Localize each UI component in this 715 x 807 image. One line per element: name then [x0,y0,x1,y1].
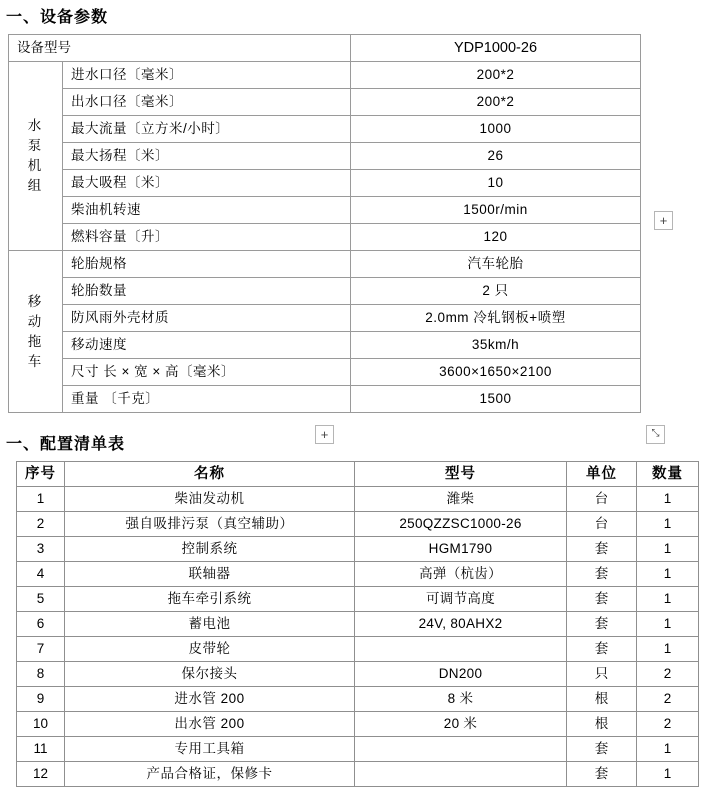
cell-qty: 2 [637,662,699,687]
cell-name: 柴油发动机 [65,487,355,512]
parameter-value: 1500r/min [351,197,641,224]
parameter-value: 10 [351,170,641,197]
table-row [17,762,699,787]
table-row [17,487,699,512]
cell-no: 3 [17,537,65,562]
cell-unit: 根 [567,687,637,712]
device-model-value: YDP1000-26 [351,35,641,62]
parameter-group-label: 移动拖车 [9,251,63,413]
parameter-value: 120 [351,224,641,251]
table-row [9,224,641,251]
table-row [9,143,641,170]
cell-qty: 1 [637,537,699,562]
table-row [9,89,641,116]
column-header-1: 序号 [17,462,65,487]
cell-name: 产品合格证，保修卡 [65,762,355,787]
cell-qty: 1 [637,587,699,612]
table-row [9,359,641,386]
parameter-label: 重量 〔千克〕 [63,386,351,413]
device-parameters-table [8,34,641,413]
cell-unit: 套 [567,637,637,662]
cell-no: 10 [17,712,65,737]
cell-qty: 1 [637,737,699,762]
parameter-label: 最大吸程〔米〕 [63,170,351,197]
cell-no: 5 [17,587,65,612]
table-row [9,62,641,89]
table-row [9,116,641,143]
cell-unit: 套 [567,737,637,762]
cell-model: 可调节高度 [355,587,567,612]
table-row [9,305,641,332]
cell-name: 蓄电池 [65,612,355,637]
parameter-value: 200*2 [351,62,641,89]
resize-icon: ⤡ [651,428,660,439]
table-row [9,251,641,278]
parameter-value: 汽车轮胎 [351,251,641,278]
parameter-label: 进水口径〔毫米〕 [63,62,351,89]
cell-qty: 1 [637,562,699,587]
cell-unit: 台 [567,487,637,512]
cell-unit: 套 [567,562,637,587]
parameter-value: 26 [351,143,641,170]
cell-no: 11 [17,737,65,762]
cell-model [355,637,567,662]
parameter-label: 轮胎规格 [63,251,351,278]
configuration-list-table [16,461,699,787]
cell-unit: 套 [567,762,637,787]
cell-qty: 2 [637,687,699,712]
cell-no: 12 [17,762,65,787]
cell-unit: 套 [567,587,637,612]
cell-no: 6 [17,612,65,637]
table-row [17,712,699,737]
cell-unit: 套 [567,612,637,637]
cell-no: 8 [17,662,65,687]
cell-no: 1 [17,487,65,512]
cell-model: HGM1790 [355,537,567,562]
parameter-value: 2 只 [351,278,641,305]
cell-model: DN200 [355,662,567,687]
parameter-label: 尺寸 长 × 宽 × 高〔毫米〕 [63,359,351,386]
cell-name: 保尔接头 [65,662,355,687]
table-row [17,687,699,712]
parameter-label: 最大扬程〔米〕 [63,143,351,170]
cell-no: 7 [17,637,65,662]
parameter-label: 出水口径〔毫米〕 [63,89,351,116]
parameter-label: 防风雨外壳材质 [63,305,351,332]
page-title-configuration-list: 一、配置清单表 [6,436,126,453]
table-row [17,737,699,762]
cell-model: 潍柴 [355,487,567,512]
add-column-button[interactable]: + [654,211,673,230]
table-row [9,35,641,62]
column-header-5: 数量 [637,462,699,487]
cell-name: 控制系统 [65,537,355,562]
parameter-value: 35km/h [351,332,641,359]
column-header-2: 名称 [65,462,355,487]
cell-qty: 1 [637,762,699,787]
parameter-group-label: 水泵机组 [9,62,63,251]
cell-name: 皮带轮 [65,637,355,662]
parameter-value: 2.0mm 冷轧钢板+喷塑 [351,305,641,332]
cell-unit: 台 [567,512,637,537]
table-row [17,512,699,537]
parameter-label: 柴油机转速 [63,197,351,224]
cell-qty: 1 [637,637,699,662]
parameter-value: 1500 [351,386,641,413]
parameter-value: 200*2 [351,89,641,116]
table-row [9,386,641,413]
table-row [9,170,641,197]
table-row [17,662,699,687]
parameter-label: 最大流量〔立方米/小时〕 [63,116,351,143]
add-row-button[interactable]: + [315,425,334,444]
table-resize-handle[interactable] [646,425,665,444]
parameter-label: 移动速度 [63,332,351,359]
table-row [9,278,641,305]
cell-unit: 根 [567,712,637,737]
cell-qty: 1 [637,612,699,637]
cell-qty: 1 [637,512,699,537]
cell-no: 9 [17,687,65,712]
cell-unit: 套 [567,537,637,562]
page-title-device-parameters: 一、设备参数 [6,9,109,26]
cell-model: 8 米 [355,687,567,712]
column-header-4: 单位 [567,462,637,487]
cell-name: 拖车牵引系统 [65,587,355,612]
cell-unit: 只 [567,662,637,687]
device-model-label: 设备型号 [9,35,351,62]
cell-name: 进水管 200 [65,687,355,712]
cell-model: 24V, 80AHX2 [355,612,567,637]
cell-model: 250QZZSC1000-26 [355,512,567,537]
cell-name: 强自吸排污泵（真空辅助） [65,512,355,537]
parameter-label: 燃料容量〔升〕 [63,224,351,251]
parameter-label: 轮胎数量 [63,278,351,305]
parameter-value: 3600×1650×2100 [351,359,641,386]
cell-name: 专用工具箱 [65,737,355,762]
cell-name: 出水管 200 [65,712,355,737]
table-row [17,612,699,637]
cell-qty: 1 [637,487,699,512]
table-row [17,637,699,662]
table-row [9,332,641,359]
cell-model: 高弹（杭齿） [355,562,567,587]
cell-model: 20 米 [355,712,567,737]
parameter-value: 1000 [351,116,641,143]
cell-model [355,737,567,762]
table-row [17,537,699,562]
table-row [17,587,699,612]
table-row [17,562,699,587]
table-row [9,197,641,224]
table-header-row [17,462,699,487]
column-header-3: 型号 [355,462,567,487]
cell-no: 4 [17,562,65,587]
cell-qty: 2 [637,712,699,737]
cell-no: 2 [17,512,65,537]
cell-model [355,762,567,787]
cell-name: 联轴器 [65,562,355,587]
